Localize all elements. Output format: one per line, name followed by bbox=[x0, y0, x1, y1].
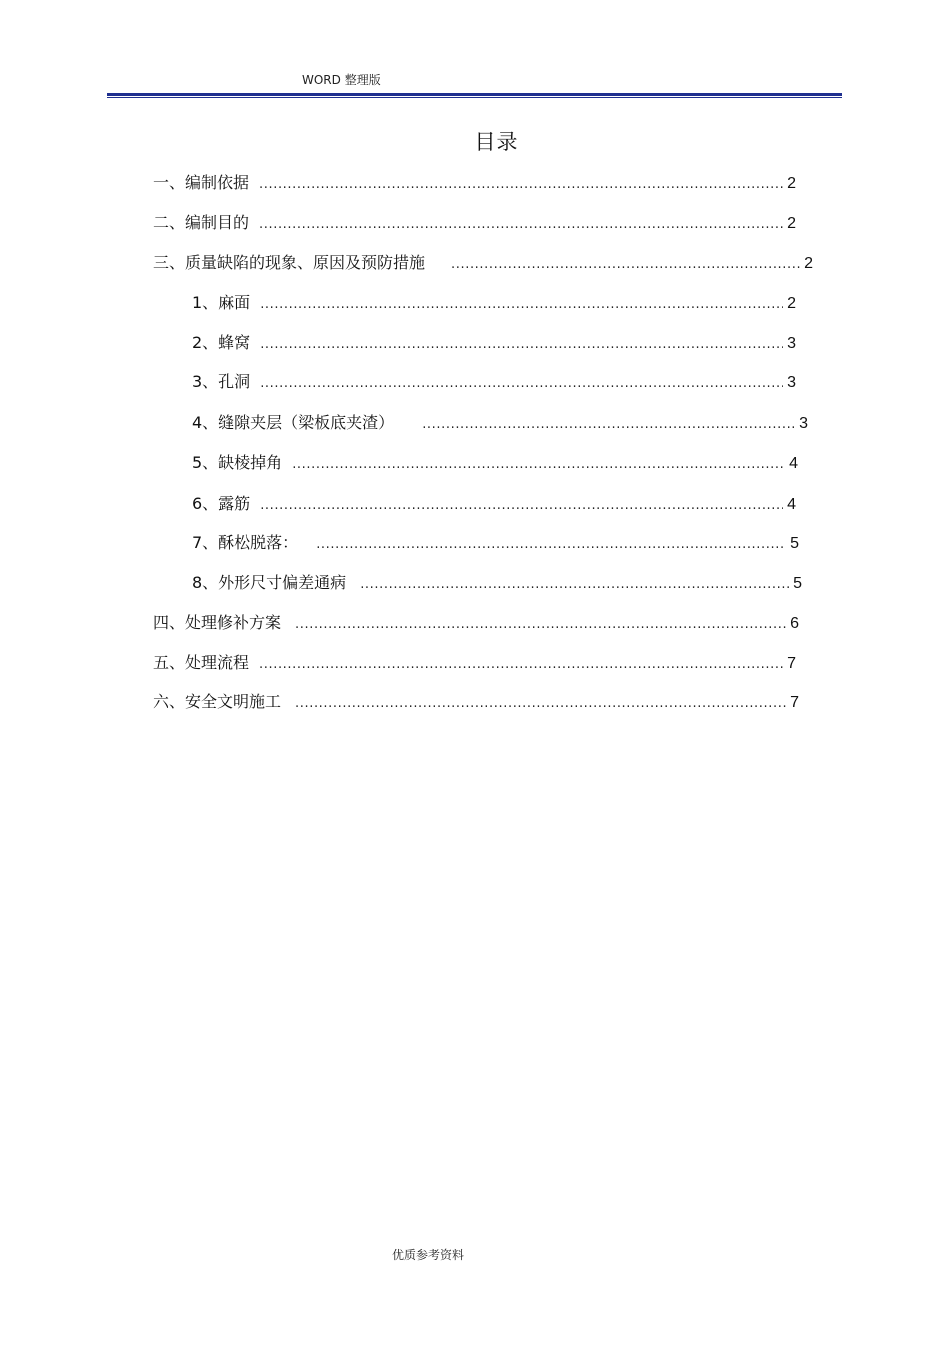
toc-entry-5[interactable] bbox=[153, 651, 796, 675]
toc-entry-label: 6、露筋 bbox=[192, 494, 251, 513]
toc-entry-page: 3 bbox=[787, 374, 796, 391]
toc-entry-label: 8、外形尺寸偏差通病 bbox=[192, 573, 347, 592]
toc-title: 目录 bbox=[474, 130, 519, 154]
toc-entry-label: 一、编制依据 bbox=[153, 173, 250, 192]
toc-entry-page: 6 bbox=[790, 615, 799, 632]
toc-entry-label: 4、缝隙夹层（梁板底夹渣） bbox=[192, 413, 395, 432]
toc-dot-leader bbox=[259, 173, 783, 197]
toc-entry-2[interactable] bbox=[153, 211, 796, 235]
toc-entry-page: 3 bbox=[799, 415, 808, 432]
toc-dot-leader bbox=[295, 692, 786, 716]
toc-entry-label: 三、质量缺陷的现象、原因及预防措施 bbox=[153, 253, 426, 272]
toc-entry-label: 二、编制目的 bbox=[153, 213, 250, 232]
toc-dot-leader bbox=[259, 213, 783, 237]
toc-dot-leader bbox=[260, 333, 783, 357]
toc-entry-3-3[interactable] bbox=[192, 370, 796, 394]
toc-entry-3-5[interactable] bbox=[192, 451, 798, 475]
toc-dot-leader bbox=[295, 613, 786, 637]
toc-entry-3-2[interactable] bbox=[192, 331, 796, 355]
toc-entry-label: 2、蜂窝 bbox=[192, 333, 251, 352]
toc-entry-3-7[interactable] bbox=[192, 531, 799, 555]
toc-entry-page: 5 bbox=[793, 575, 802, 592]
page-header-text: WORD 整理版 bbox=[302, 73, 381, 87]
toc-entry-page: 7 bbox=[790, 694, 799, 711]
toc-dot-leader bbox=[260, 494, 783, 518]
toc-dot-leader bbox=[422, 413, 795, 437]
toc-dot-leader bbox=[260, 372, 783, 396]
toc-entry-page: 7 bbox=[787, 655, 796, 672]
toc-dot-leader bbox=[360, 573, 789, 597]
toc-entry-6[interactable] bbox=[153, 690, 799, 714]
toc-entry-label: 五、处理流程 bbox=[153, 653, 250, 672]
toc-entry-label: 3、孔洞 bbox=[192, 372, 251, 391]
toc-dot-leader bbox=[451, 253, 800, 277]
toc-entry-page: 4 bbox=[789, 455, 798, 472]
toc-dot-leader bbox=[260, 293, 783, 317]
toc-entry-4[interactable] bbox=[153, 611, 799, 635]
toc-entry-label: 7、酥松脱落： bbox=[192, 533, 299, 552]
toc-entry-3-8[interactable] bbox=[192, 571, 802, 595]
toc-entry-page: 5 bbox=[790, 535, 799, 552]
page-footer-text: 优质参考资料 bbox=[391, 1248, 464, 1262]
toc-entry-1[interactable] bbox=[153, 171, 796, 195]
toc-entry-label: 1、麻面 bbox=[192, 293, 251, 312]
toc-entry-page: 3 bbox=[787, 335, 796, 352]
toc-entry-page: 2 bbox=[787, 175, 796, 192]
toc-dot-leader bbox=[259, 653, 783, 677]
toc-entry-label: 5、缺棱掉角 bbox=[192, 453, 283, 472]
toc-entry-page: 2 bbox=[787, 215, 796, 232]
toc-entry-3-1[interactable] bbox=[192, 291, 796, 315]
toc-entry-page: 4 bbox=[787, 496, 796, 513]
toc-entry-label: 六、安全文明施工 bbox=[153, 692, 282, 711]
toc-dot-leader bbox=[292, 453, 785, 477]
toc-entry-page: 2 bbox=[787, 295, 796, 312]
toc-entry-page: 2 bbox=[804, 255, 813, 272]
toc-dot-leader bbox=[316, 533, 786, 557]
toc-entry-3-6[interactable] bbox=[192, 492, 796, 516]
toc-entry-3[interactable] bbox=[153, 251, 813, 275]
toc-entry-3-4[interactable] bbox=[192, 411, 808, 435]
toc-entry-label: 四、处理修补方案 bbox=[153, 613, 282, 632]
